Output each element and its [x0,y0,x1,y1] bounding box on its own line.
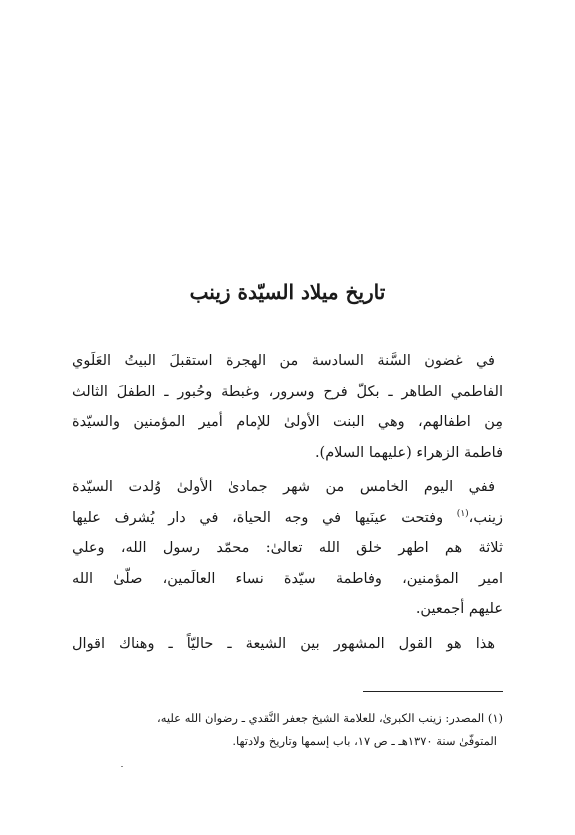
footnotes [72,707,503,753]
text-line: ثلاثة هم اطهر خلق الله تعالىٰ: محمّد رسول الله، وعلي [72,540,503,556]
text-fragment: وفتحت عينَيها في وجه الحياة، في دار يُشرف عليها [72,509,444,526]
body-text [72,346,503,659]
text-line: في غضون السَّنة السادسة من الهجرة استقبلَ البيتُ العَلَوي [72,353,495,369]
footnote-divider [363,691,503,692]
text-line: امير المؤمنين، وفاطمة سيّدة نساء العالَمين، صلّىٰ الله [72,570,503,587]
text-line [72,503,503,534]
text-line: هذا هو القول المشهور بين الشيعة ـ حاليّاً ـ وهناك اقوال [72,635,495,652]
footnote-line: (١) المصدر: زينب الكبرىٰ، للعلامة الشيخ جعفر النَّقدي ـ رضوان الله عليه، [157,711,503,725]
text-line: الفاطمي الطاهر ـ بكلّ فرح وسرور، وغبطة وحُبور ـ الطفلَ الثالث [72,383,503,400]
text-fragment: زينب، [468,509,504,526]
text-line: عليهم أجمعين. [415,601,503,617]
footnote-reference[interactable]: (١) [456,508,469,519]
page-speck [121,766,123,767]
text-line: فاطمة الزهراء (عليهما السلام). [314,444,503,461]
footnote-line: المتوفّىٰ سنة ١٣٧٠هـ ـ ص ١٧، باب إسمها وتاريخ ولادتها. [232,734,497,748]
text-line: ففي اليوم الخامس من شهر جمادىٰ الأولىٰ وُلدت السيّدة [72,479,495,495]
chapter-title: تاريخ ميلاد السيّدة زينب [189,280,386,304]
text-line: مِن اطفالهم، وهي البنت الأولىٰ للإمام أمير المؤمنين والسيّدة [72,414,503,430]
